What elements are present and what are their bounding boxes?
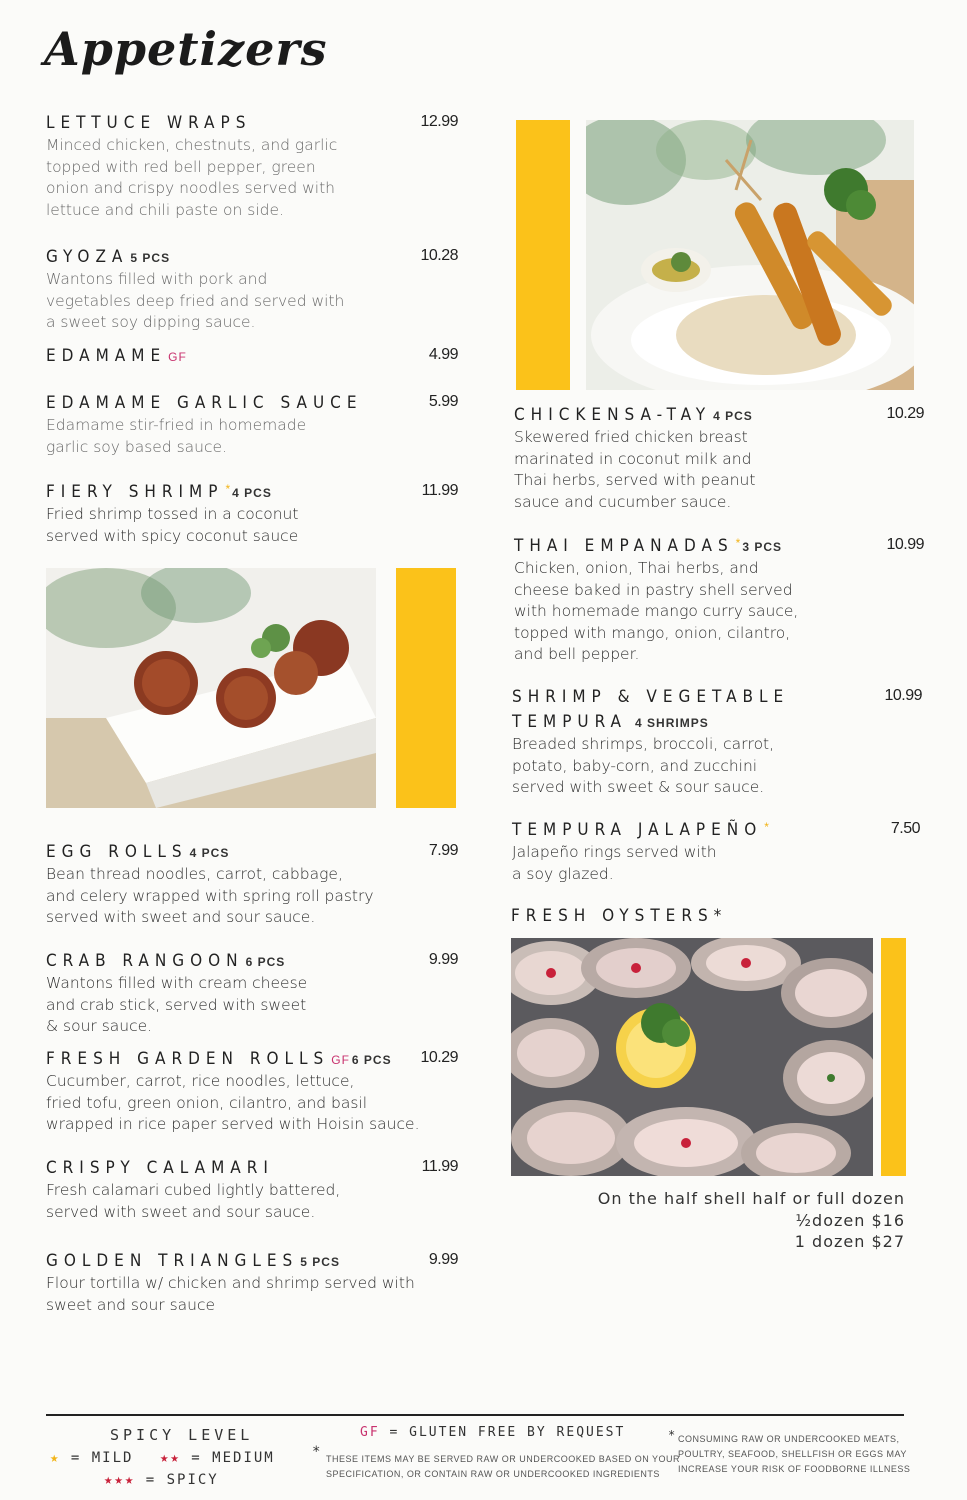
menu-item-crab-rangoon — [46, 951, 458, 1038]
item-description-line: served with sweet and sour sauce. — [46, 1202, 316, 1221]
item-description-line: potato, baby-corn, and zucchini — [512, 756, 758, 775]
item-name: CRISPY CALAMARI — [46, 1158, 274, 1178]
gluten-free-key: GF = GLUTEN FREE BY REQUEST — [360, 1425, 626, 1440]
item-price: 7.99 — [428, 842, 458, 859]
gf-label: GF — [360, 1425, 380, 1440]
item-description-line: Skewered fried chicken breast — [514, 428, 748, 446]
foodborne-warning: CONSUMING RAW OR UNDERCOOKED MEATS, POULTRY, SEAFOOD, SHELLFISH OR EGGS MAY INCREASE YOUR RISK OF FOODBORNE ILLNESS — [678, 1434, 911, 1474]
item-name: CRAB RANGOON — [46, 951, 244, 971]
item-description-line: sweet and sour sauce — [46, 1295, 216, 1314]
item-description-line: garlic soy based sauce. — [46, 437, 227, 456]
item-quantity: 4 SHRIMPS — [635, 716, 709, 730]
item-description-line: Jalapeño rings served with — [512, 843, 717, 861]
menu-item-fiery-shrimp — [46, 482, 458, 547]
item-description-line: Bean thread noodles, carrot, cabbage, — [46, 865, 343, 883]
item-name: CHICKENSA-TAY — [514, 405, 712, 425]
menu-item-shrimp-vegetable — [512, 687, 922, 799]
spicy-level-title: SPICY LEVEL — [110, 1426, 254, 1444]
item-quantity: 5 PCS — [300, 1255, 340, 1269]
chicken-satay-photo — [586, 120, 914, 390]
item-price: 10.99 — [886, 536, 924, 553]
item-header-line-2 — [512, 712, 922, 734]
item-price: 7.50 — [890, 820, 920, 837]
spicy-spicy-key: ★★★ = SPICY — [104, 1472, 219, 1488]
item-price: 5.99 — [428, 393, 458, 410]
gluten-free-badge: GF — [331, 1053, 350, 1067]
spicy-mild-icon: * — [764, 820, 769, 834]
mild-star-icon: ★ — [50, 1450, 61, 1466]
item-description-line: and celery wrapped with spring roll pastry — [46, 886, 374, 905]
item-name: LETTUCE WRAPS — [46, 113, 252, 133]
oyster-half-dozen: ½dozen $16 — [795, 1210, 905, 1230]
menu-item-egg-rolls — [46, 842, 458, 929]
fiery-shrimp-photo — [46, 568, 376, 808]
item-description-line: Fried shrimp tossed in a coconut — [46, 505, 299, 523]
item-name: SHRIMP & VEGETABLE — [512, 687, 790, 707]
item-name: EDAMAME GARLIC SAUCE — [46, 393, 363, 413]
warning-asterisk-icon: * — [668, 1428, 676, 1442]
item-header — [512, 820, 920, 842]
menu-item-golden-triangles — [46, 1251, 458, 1316]
footer-divider — [46, 1414, 904, 1416]
item-description-line: Minced chicken, chestnuts, and garlic — [46, 136, 338, 154]
item-description-line: wrapped in rice paper served with Hoisin sauce. — [46, 1115, 420, 1133]
item-name: THAI EMPANADAS — [514, 536, 734, 556]
item-header — [46, 482, 458, 504]
item-quantity: 5 PCS — [130, 251, 171, 265]
fresh-oysters-photo — [511, 938, 873, 1176]
item-header — [46, 1251, 458, 1273]
item-description-line: Wantons filled with cream cheese — [46, 974, 308, 992]
item-price: 10.99 — [884, 687, 922, 704]
item-header — [46, 113, 458, 135]
item-name-line-2: TEMPURA — [512, 712, 628, 732]
page-title: Appetizers — [44, 22, 328, 76]
item-description-line: with homemade mango curry sauce, — [514, 602, 799, 620]
item-header — [514, 536, 924, 558]
accent-bar-shrimp — [396, 568, 456, 808]
raw-asterisk-icon: * — [312, 1444, 321, 1460]
spicy-mild-icon: * — [225, 482, 231, 496]
item-name: EDAMAME — [46, 346, 167, 366]
item-description-line: and bell pepper. — [514, 645, 640, 663]
item-price: 10.29 — [420, 1049, 458, 1066]
item-description-line: topped with red bell pepper, green — [46, 157, 316, 176]
menu-item-chickensa-tay — [514, 405, 924, 513]
item-price: 11.99 — [421, 1158, 458, 1175]
menu-item-edamame — [46, 346, 458, 368]
item-description-line: topped with mango, onion, cilantro, — [514, 623, 791, 642]
item-quantity: 4 PCS — [713, 409, 753, 423]
item-quantity: 3 PCS — [742, 540, 783, 554]
spicy-mild-key: ★ = MILD — [50, 1450, 134, 1466]
item-name: EGG ROLLS — [46, 842, 188, 862]
item-description-line: fried tofu, green onion, cilantro, and basil — [46, 1093, 368, 1112]
item-description-line: Thai herbs, served with peanut — [514, 471, 756, 489]
spicy-medium-key: ★★ = MEDIUM — [160, 1450, 275, 1466]
item-name: FRESH OYSTERS* — [511, 906, 728, 926]
item-description-line: & sour sauce. — [46, 1017, 153, 1035]
item-description-line: Fresh calamari cubed lightly battered, — [46, 1181, 341, 1199]
item-description-line: Wantons filled with pork and — [46, 270, 268, 288]
menu-item-lettuce-wraps — [46, 113, 458, 221]
item-price: 9.99 — [428, 951, 458, 968]
item-price: 10.29 — [886, 405, 924, 422]
item-name: TEMPURA JALAPEÑO — [512, 820, 763, 840]
item-description-line: lettuce and chili paste on side. — [46, 200, 284, 219]
item-header — [511, 906, 919, 928]
menu-item-edamame-garlic-sauce — [46, 393, 458, 458]
item-quantity: 6 PCS — [245, 955, 286, 969]
item-description-line: Flour tortilla w/ chicken and shrimp served with — [46, 1274, 415, 1292]
item-price: 4.99 — [428, 346, 458, 363]
oyster-full-dozen: 1 dozen $27 — [794, 1232, 905, 1251]
item-description-line: served with spicy coconut sauce — [46, 526, 299, 545]
item-quantity: 4 PCS — [232, 486, 272, 500]
item-description-line: vegetables deep fried and served with — [46, 291, 345, 310]
raw-items-note: THESE ITEMS MAY BE SERVED RAW OR UNDERCOOKED BASED ON YOUR SPECIFICATION, OR CONTAIN RAW OR UNDERCOOKED INGREDIENTS — [326, 1454, 681, 1479]
oyster-pricing — [598, 1188, 905, 1253]
item-description-line: Edamame stir-fried in homemade — [46, 416, 307, 434]
item-description-line: served with sweet & sour sauce. — [512, 778, 765, 796]
medium-stars-icon: ★★ — [160, 1450, 181, 1466]
item-header — [46, 1049, 458, 1071]
menu-item-fresh-garden-rolls — [46, 1049, 458, 1136]
item-price: 12.99 — [420, 113, 458, 130]
item-header — [46, 951, 458, 973]
item-description-line: Cucumber, carrot, rice noodles, lettuce, — [46, 1072, 355, 1090]
menu-item-thai-empanadas — [514, 536, 924, 666]
spicy-mild-icon: * — [735, 536, 741, 550]
item-name: FRESH GARDEN ROLLS — [46, 1049, 330, 1069]
menu-item-fresh-oysters — [511, 906, 919, 928]
item-header — [514, 405, 924, 427]
item-quantity: 4 PCS — [189, 846, 230, 860]
item-description-line: Breaded shrimps, broccoli, carrot, — [512, 735, 775, 753]
item-description-line: and crab stick, served with sweet — [46, 995, 307, 1014]
accent-bar-oysters — [881, 938, 906, 1176]
item-description-line: marinated in coconut milk and — [514, 449, 752, 468]
item-description-line: a soy glazed. — [512, 864, 614, 883]
item-description-line: sauce and cucumber sauce. — [514, 492, 732, 511]
item-header — [46, 346, 458, 368]
item-header — [46, 393, 458, 415]
gluten-free-badge: GF — [168, 350, 187, 364]
item-name: FIERY SHRIMP — [46, 482, 224, 502]
item-header — [46, 842, 458, 864]
menu-item-crispy-calamari — [46, 1158, 458, 1223]
item-header — [46, 247, 458, 269]
item-description-line: onion and crispy noodles served with — [46, 179, 335, 197]
item-name: GOLDEN TRIANGLES — [46, 1251, 299, 1271]
item-description-line: Chicken, onion, Thai herbs, and — [514, 559, 759, 577]
spicy-stars-icon: ★★★ — [104, 1472, 136, 1488]
oyster-line-1: On the half shell half or full dozen — [597, 1189, 905, 1208]
item-description-line: cheese baked in pastry shell served — [514, 580, 793, 599]
item-quantity: 6 PCS — [351, 1053, 392, 1067]
item-description-line: a sweet soy dipping sauce. — [46, 313, 256, 331]
item-header — [512, 687, 922, 709]
accent-bar-satay — [516, 120, 570, 390]
item-header — [46, 1158, 458, 1180]
menu-item-gyoza — [46, 247, 458, 334]
item-price: 11.99 — [421, 482, 458, 499]
item-price: 10.28 — [420, 247, 458, 264]
menu-item-tempura-jalape-o — [512, 820, 920, 885]
item-price: 9.99 — [428, 1251, 458, 1268]
item-description-line: served with sweet and sour sauce. — [46, 908, 316, 926]
item-name: GYOZA — [46, 247, 129, 267]
